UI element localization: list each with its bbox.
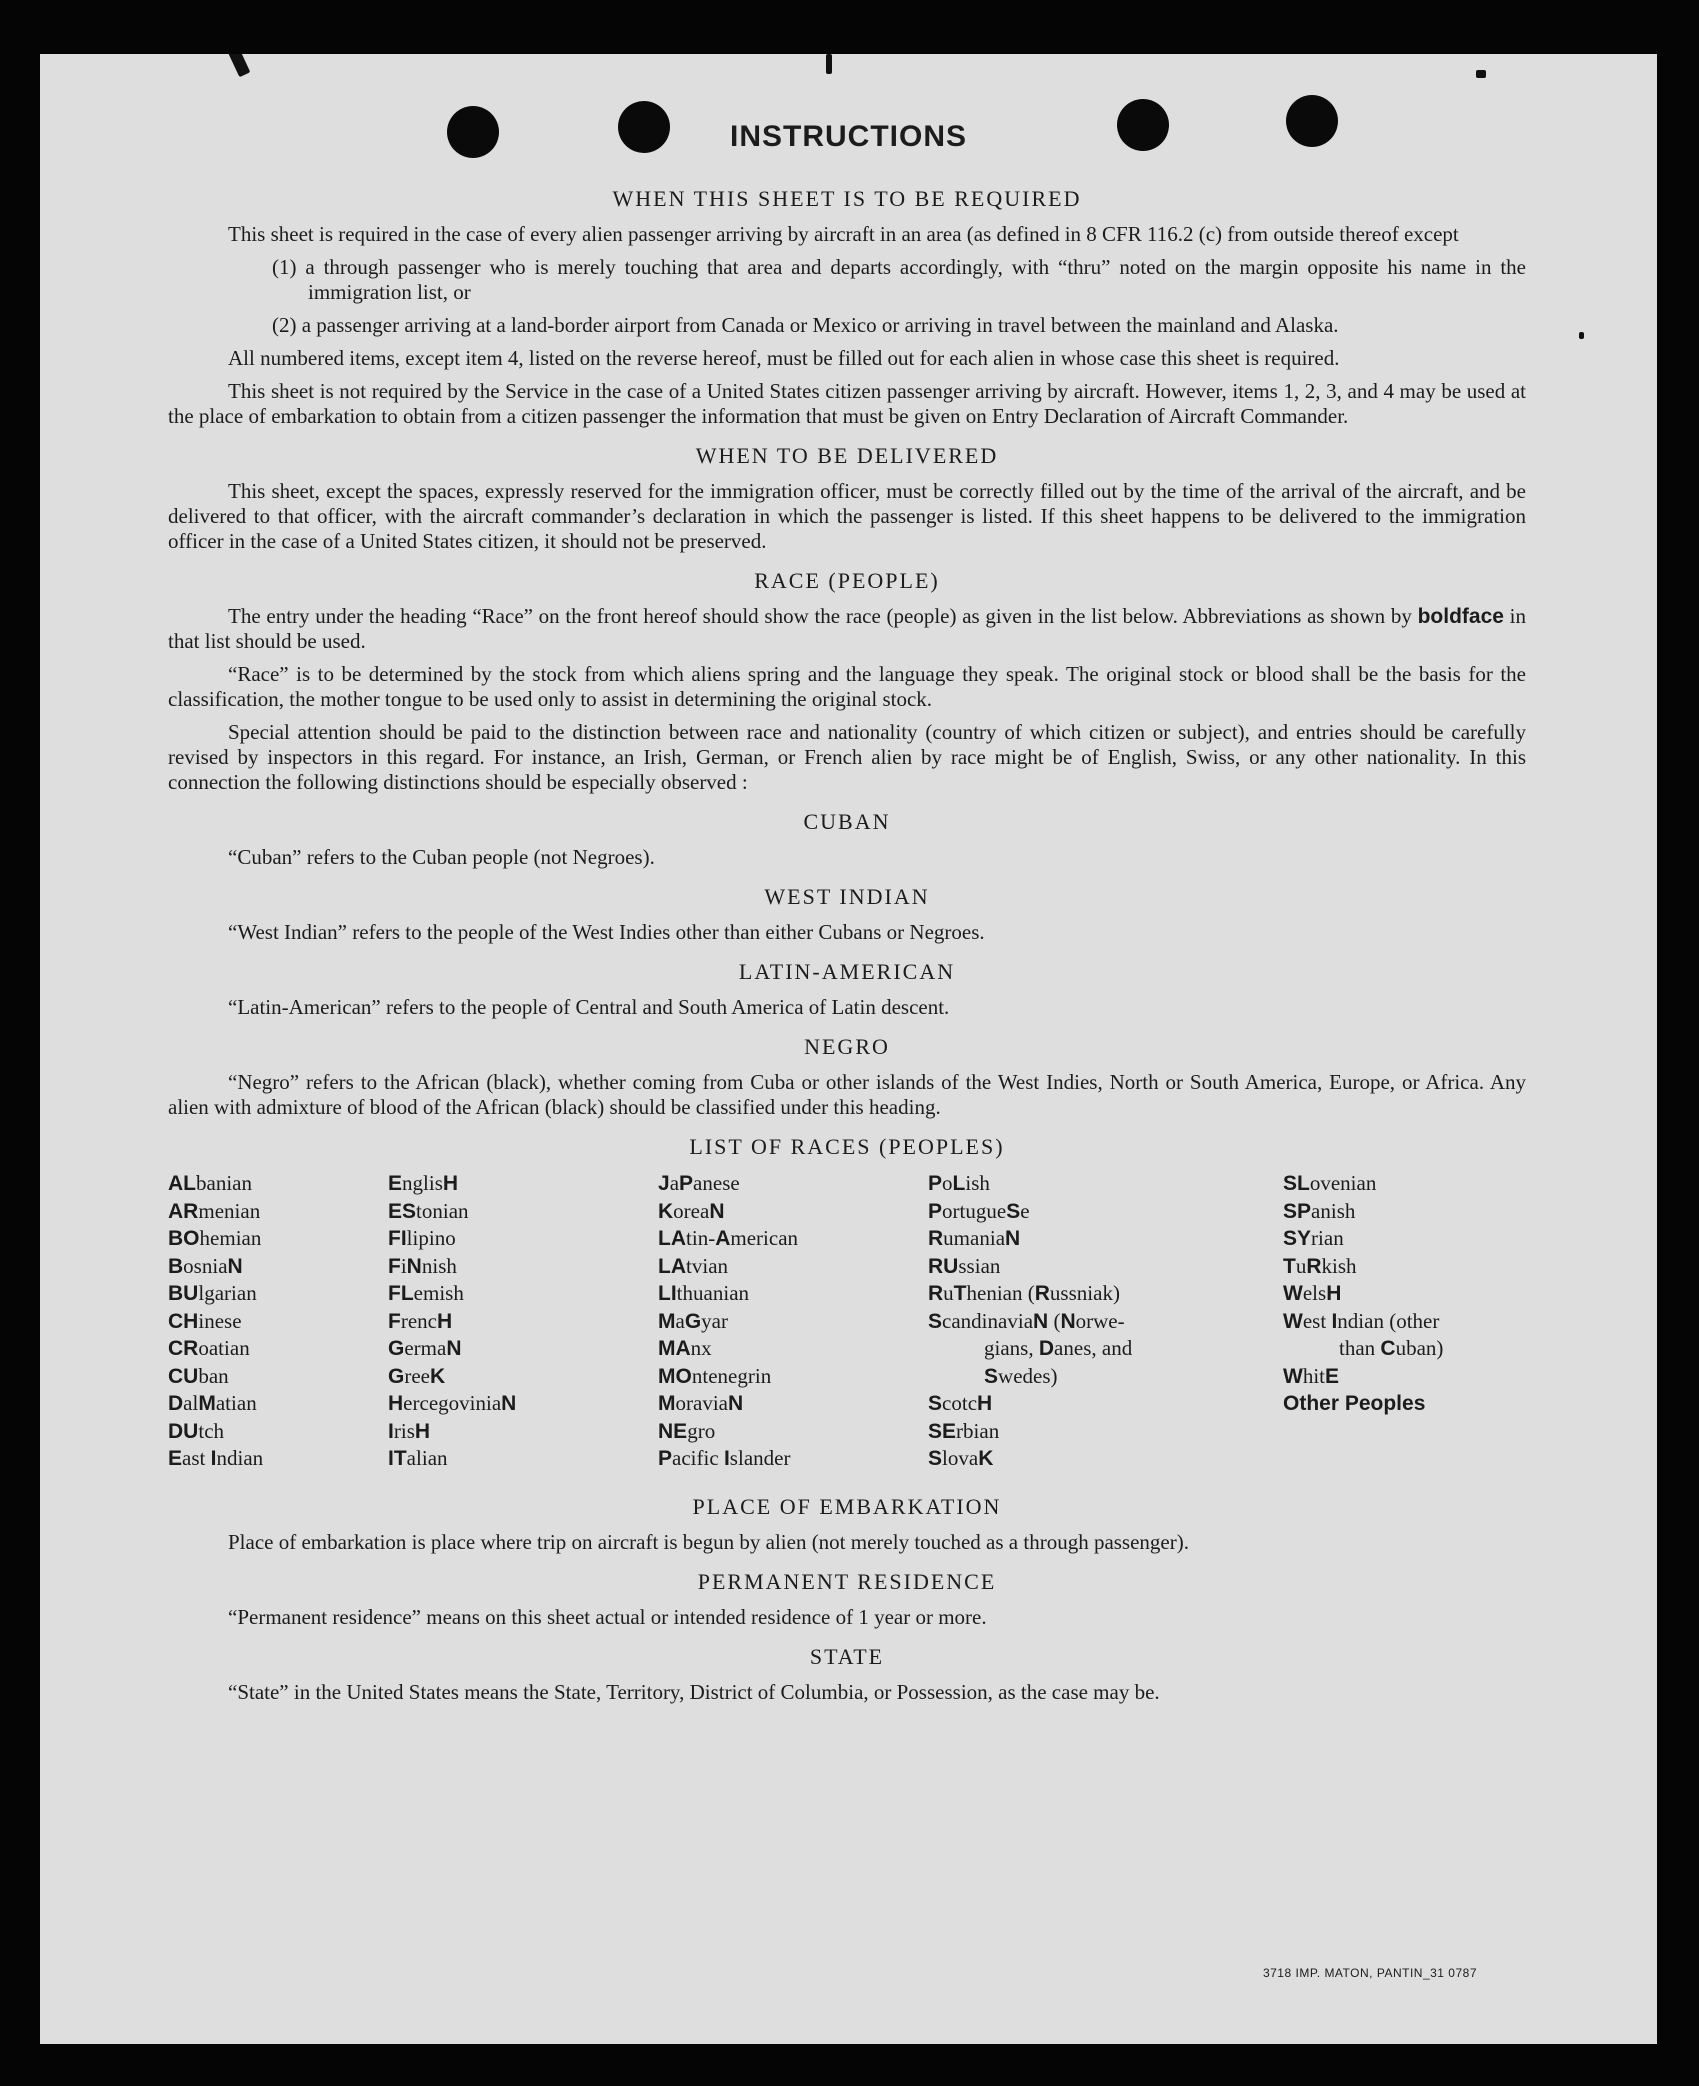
paragraph xyxy=(168,604,1526,654)
race-entry: RUssian xyxy=(928,1253,1001,1278)
text: The entry under the heading “Race” on the front hereof should show the race (people) as given in the list below. Abbreviations as shown by xyxy=(228,604,1418,628)
race-entry: DUtch xyxy=(168,1418,225,1443)
race-entry: GermaN xyxy=(388,1336,462,1360)
binding-mark xyxy=(1476,70,1486,78)
race-entry: JaPanese xyxy=(658,1171,740,1195)
race-entry: Other Peoples xyxy=(1283,1392,1426,1415)
margin-mark xyxy=(1579,332,1584,339)
race-entry: IrisH xyxy=(388,1418,431,1443)
race-entry: ITalian xyxy=(388,1446,448,1470)
race-entry: BUlgarian xyxy=(168,1281,257,1305)
race-entry: SPanish xyxy=(1283,1198,1356,1223)
paragraph: This sheet is not required by the Service in the case of a United States citizen passenger arriving by aircraft. However, items 1, 2, 3, and 4 may be used at the place of embarkation to obtain from a citizen passenger the information that must be given on Entry Declaration of Aircraft Commander. xyxy=(168,379,1526,428)
instruction-sheet xyxy=(40,54,1657,2044)
races-column xyxy=(168,1170,263,1473)
heading-permanent-residence: PERMANENT RESIDENCE xyxy=(697,1569,997,1594)
race-entry: KoreaN xyxy=(658,1198,725,1223)
instructions-body xyxy=(168,166,1526,1713)
race-entry: MOntenegrin xyxy=(658,1363,772,1388)
paragraph: “State” in the United States means the State, Territory, District of Columbia, or Possession, as the case may be. xyxy=(228,1680,1160,1704)
race-entry: BosniaN xyxy=(168,1253,243,1278)
race-entry: LAtvian xyxy=(658,1253,729,1278)
race-entry: FrencH xyxy=(388,1308,453,1333)
paragraph: This sheet, except the spaces, expressly reserved for the immigration officer, must be correctly filled out by the time of the arrival of the aircraft, and be delivered to that officer, with the aircraft commander’s declaration in which the passenger is listed. If this sheet happens to be delivered to the immigration officer in the case of a United States citizen, it should not be preserved. xyxy=(168,479,1526,553)
race-entry: FIlipino xyxy=(388,1226,456,1250)
race-entry: CUban xyxy=(168,1363,229,1388)
heading-latin-american: LATIN-AMERICAN xyxy=(738,959,956,984)
race-entry: CHinese xyxy=(168,1308,242,1333)
race-entry: MoraviaN xyxy=(658,1391,744,1415)
race-entry: WhitE xyxy=(1283,1363,1340,1388)
race-entry: LIthuanian xyxy=(658,1281,750,1305)
heading-state: STATE xyxy=(809,1644,885,1669)
race-entry: DalMatian xyxy=(168,1391,257,1415)
race-entry: EStonian xyxy=(388,1198,469,1223)
race-entry: BOhemian xyxy=(168,1226,262,1250)
heading-race: RACE (PEOPLE) xyxy=(754,568,940,593)
race-entry: East Indian xyxy=(168,1446,264,1470)
race-entry: SYrian xyxy=(1283,1226,1344,1250)
paragraph: “Latin-American” refers to the people of Central and South America of Latin descent. xyxy=(228,995,950,1019)
race-entry: MaGyar xyxy=(658,1308,728,1333)
races-column xyxy=(388,1170,516,1473)
heading-list-of-races: LIST OF RACES (PEOPLES) xyxy=(689,1134,1005,1159)
race-entry: EnglisH xyxy=(388,1171,459,1195)
race-entry: LAtin-American xyxy=(658,1226,799,1250)
race-entry: SLovenian xyxy=(1283,1171,1377,1195)
heading-west-indian: WEST INDIAN xyxy=(764,884,930,909)
race-entry: FiNnish xyxy=(388,1253,457,1278)
race-entry: ScandinaviaN (Norwe- xyxy=(928,1308,1125,1333)
heading-when-delivered: WHEN TO BE DELIVERED xyxy=(695,443,999,468)
heading-negro: NEGRO xyxy=(804,1034,890,1059)
race-entry: TuRkish xyxy=(1283,1253,1357,1278)
races-column xyxy=(658,1170,798,1473)
race-entry: ScotcH xyxy=(928,1391,993,1415)
paragraph: “Permanent residence” means on this sheet actual or intended residence of 1 year or more. xyxy=(228,1605,987,1629)
binding-mark xyxy=(228,54,251,77)
race-entry: SErbian xyxy=(928,1418,1000,1443)
race-entry: ARmenian xyxy=(168,1198,261,1223)
paragraph: “Negro” refers to the African (black), whether coming from Cuba or other islands of the West Indies, North or South America, Europe, or Africa. Any alien with admixture of blood of the African (black) should be classified under this heading. xyxy=(168,1070,1526,1119)
text: in that list should be used. xyxy=(168,604,1526,653)
boldface-word: boldface xyxy=(1417,605,1504,628)
exception-item-1: (1) a through passenger who is merely touching that area and departs accordingly, with “thru” noted on the margin opposite his name in the immigration list, or xyxy=(272,255,1526,304)
paragraph: This sheet is required in the case of every alien passenger arriving by aircraft in an area (as defined in 8 CFR 116.2 (c) from outside thereof except xyxy=(228,222,1459,246)
race-entry: WelsH xyxy=(1283,1281,1342,1305)
race-entry: Swedes) xyxy=(984,1363,1058,1388)
paragraph: Special attention should be paid to the distinction between race and nationality (country of which citizen or subject), and entries should be carefully revised by inspectors in this regard. For instance, an Irish, German, or French alien by race might be of English, Swiss, or any other nationality. In this connection the following distinctions should be especially observed : xyxy=(168,720,1526,794)
race-entry: PortugueSe xyxy=(928,1198,1030,1223)
race-entry: gians, Danes, and xyxy=(984,1336,1133,1360)
races-list xyxy=(168,1170,1526,1480)
race-entry: FLemish xyxy=(388,1281,464,1305)
paragraph: All numbered items, except item 4, listed on the reverse hereof, must be filled out for each alien in whose case this sheet is required. xyxy=(228,346,1340,370)
race-entry: HercegoviniaN xyxy=(388,1391,517,1415)
paragraph: Place of embarkation is place where trip on aircraft is begun by alien (not merely touched as a through passenger). xyxy=(228,1530,1189,1554)
race-entry: than Cuban) xyxy=(1339,1336,1444,1360)
race-entry: RumaniaN xyxy=(928,1226,1021,1250)
paragraph: “Cuban” refers to the Cuban people (not Negroes). xyxy=(228,845,655,869)
heading-embarkation: PLACE OF EMBARKATION xyxy=(692,1494,1002,1519)
race-entry: PoLish xyxy=(928,1171,990,1195)
race-entry: NEgro xyxy=(658,1418,716,1443)
heading-when-required: WHEN THIS SHEET IS TO BE REQUIRED xyxy=(612,186,1082,211)
race-entry: ALbanian xyxy=(168,1171,252,1195)
printer-imprint: 3718 IMP. MATON, PANTIN_31 0787 xyxy=(1262,1966,1477,1980)
races-column xyxy=(928,1170,1132,1473)
page-title: INSTRUCTIONS xyxy=(730,120,967,153)
races-column xyxy=(1283,1170,1443,1418)
binding-mark xyxy=(826,54,832,74)
paragraph: “Race” is to be determined by the stock from which aliens spring and the language they speak. The original stock or blood shall be the basis for the classification, the mother tongue to be used only to assist in determining the original stock. xyxy=(168,662,1526,711)
exception-item-2: (2) a passenger arriving at a land-border airport from Canada or Mexico or arriving in travel between the mainland and Alaska. xyxy=(272,313,1339,337)
heading-cuban: CUBAN xyxy=(803,809,891,834)
race-entry: SlovaK xyxy=(928,1446,994,1470)
race-entry: West Indian (other xyxy=(1283,1308,1440,1333)
race-entry: RuThenian (Russniak) xyxy=(928,1281,1120,1305)
race-entry: CRoatian xyxy=(168,1336,250,1360)
race-entry: GreeK xyxy=(388,1363,446,1388)
race-entry: Pacific Islander xyxy=(658,1446,791,1470)
race-entry: MAnx xyxy=(658,1336,712,1360)
paragraph: “West Indian” refers to the people of the West Indies other than either Cubans or Negroes. xyxy=(228,920,985,944)
